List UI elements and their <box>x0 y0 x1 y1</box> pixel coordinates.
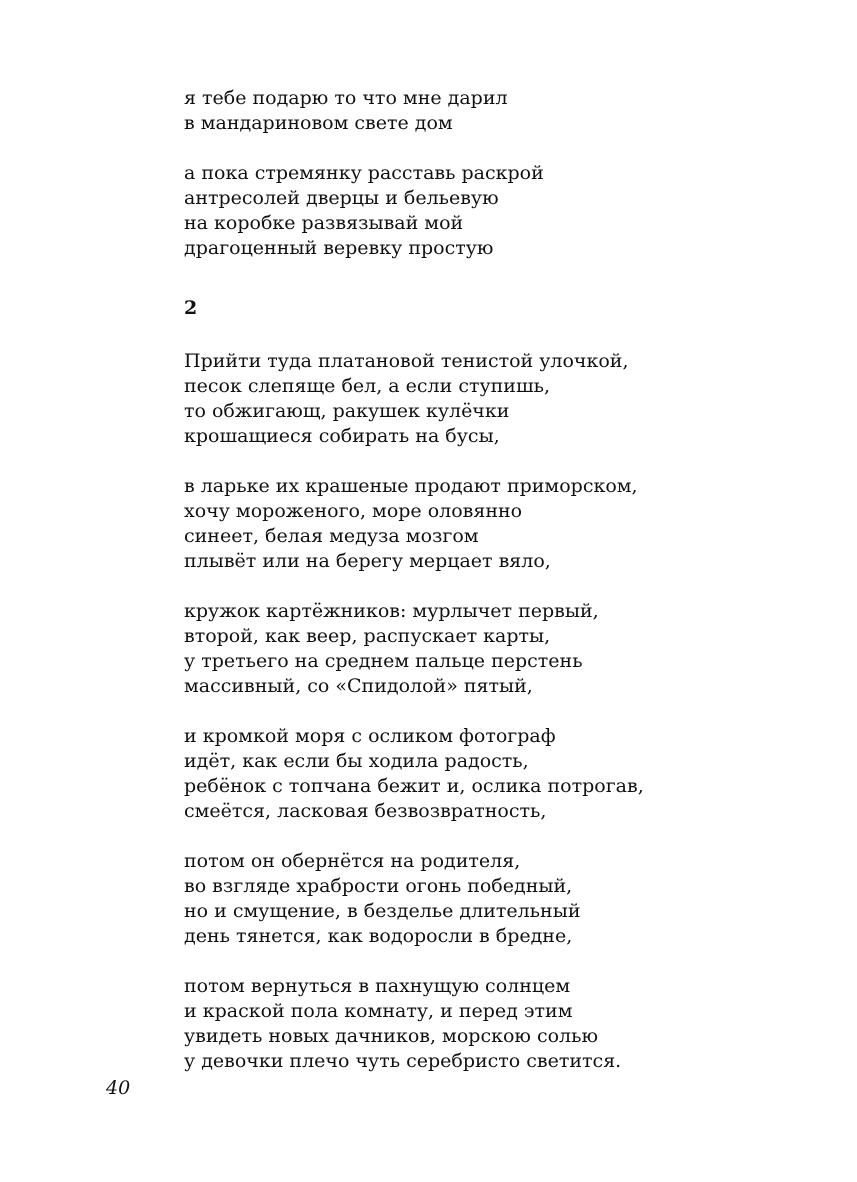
poem-line: ребёнок с топчана бежит и, ослика потрогав, <box>184 775 644 797</box>
poem-line: у третьего на среднем пальце перстень <box>184 650 583 672</box>
poem-line: синеет, белая медуза мозгом <box>184 525 479 547</box>
poem-line: то обжигающ, ракушек кулёчки <box>184 400 510 422</box>
stanza <box>184 849 804 949</box>
poem-line: идёт, как если бы ходила радость, <box>184 750 529 772</box>
poem-line: второй, как веер, распускает карты, <box>184 625 551 647</box>
stanza <box>184 974 804 1074</box>
poem-line: драгоценный веревку простую <box>184 237 494 259</box>
poem-line: у девочки плечо чуть серебристо светится. <box>184 1050 622 1072</box>
poem-line: во взгляде храбрости огонь победный, <box>184 875 573 897</box>
poem-line: хочу мороженого, море оловянно <box>184 500 523 522</box>
poem-line: увидеть новых дачников, морскою солью <box>184 1025 599 1047</box>
poem-line: и кромкой моря с осликом фотограф <box>184 725 556 747</box>
stanza <box>184 86 804 136</box>
stanza <box>184 599 804 699</box>
poem-line: в мандариновом свете дом <box>184 112 453 134</box>
section-number: 2 <box>184 297 198 319</box>
poem-line: день тянется, как водоросли в бредне, <box>184 925 573 947</box>
poem-line: и краской пола комнату, и перед этим <box>184 1000 573 1022</box>
poem-line: а пока стремянку расставь раскрой <box>184 162 544 184</box>
poem-part-1 <box>184 86 804 261</box>
poem-line: антресолей дверцы и бельевую <box>184 187 499 209</box>
poem-line: песок слепяще бел, а если ступишь, <box>184 375 551 397</box>
stanza <box>184 474 804 574</box>
poem-line: но и смущение, в безделье длительный <box>184 900 581 922</box>
poem-line: потом вернуться в пахнущую солнцем <box>184 975 571 997</box>
poem-line: массивный, со «Спидолой» пятый, <box>184 675 533 697</box>
stanza <box>184 724 804 824</box>
poem-line: плывёт или на берегу мерцает вяло, <box>184 550 551 572</box>
page-number: 40 <box>106 1077 131 1099</box>
poem-line: на коробке развязывай мой <box>184 212 464 234</box>
poem-line: потом он обернётся на родителя, <box>184 850 521 872</box>
poem-line: я тебе подарю то что мне дарил <box>184 87 508 109</box>
poem-line: в ларьке их крашеные продают приморском, <box>184 475 638 497</box>
poem-line: смеётся, ласковая безвозвратность, <box>184 800 547 822</box>
stanza <box>184 349 804 449</box>
poem-text <box>184 86 804 1074</box>
poem-part-2 <box>184 349 804 1074</box>
poem-line: крошащиеся собирать на бусы, <box>184 425 500 447</box>
poem-line: Прийти туда платановой тенистой улочкой, <box>184 350 629 372</box>
poem-line: кружок картёжников: мурлычет первый, <box>184 600 599 622</box>
stanza <box>184 161 804 261</box>
